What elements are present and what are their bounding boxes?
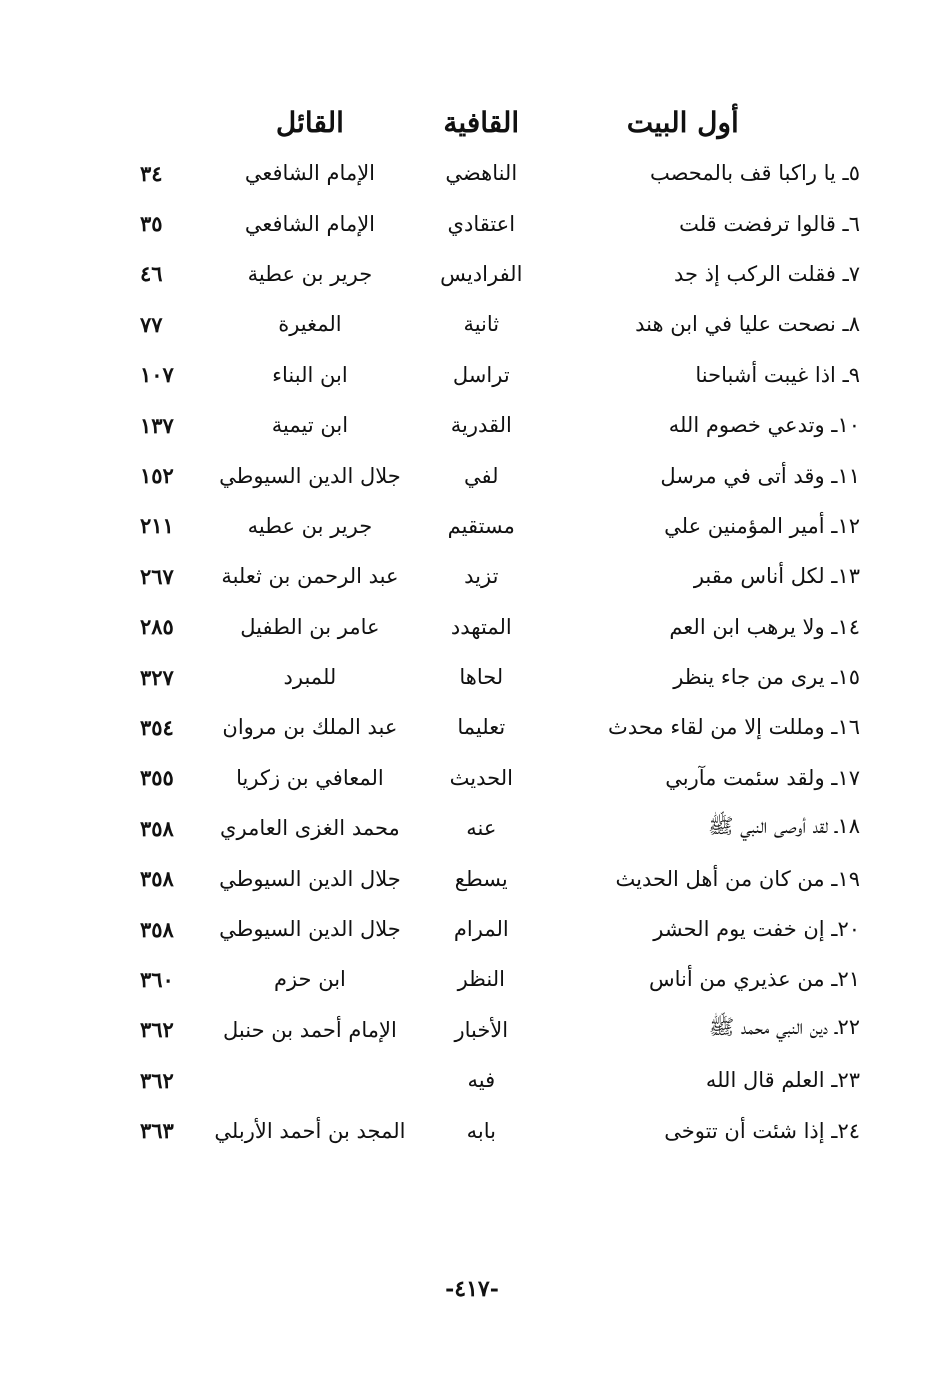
- page-cell: ٣٥٨: [140, 815, 174, 841]
- table-row: [140, 400, 860, 450]
- rhyme-cell: القدرية: [450, 413, 512, 438]
- rhyme-cell: تزيد: [464, 564, 499, 589]
- speaker-cell: عبد الملك بن مروان: [222, 715, 398, 740]
- page-cell: ٤٦: [140, 261, 163, 287]
- rhyme-cell: المتهدد: [450, 614, 512, 639]
- rhyme-cell: يسطع: [454, 866, 508, 891]
- verse-cell: ١٧ـ ولقد سئمت مآربي: [665, 765, 860, 790]
- table-row: [140, 299, 860, 349]
- page-cell: ١٥٢: [140, 463, 174, 489]
- speaker-cell: جلال الدين السيوطي: [219, 917, 401, 942]
- verse-cell: ٢١ـ من عذيري من أناس: [648, 967, 860, 992]
- table-row: [140, 702, 860, 752]
- verse-cell: ٢٢ـ دين النبي محمد ﷺ: [708, 1015, 860, 1040]
- page-cell: ٣٥٤: [140, 714, 174, 740]
- verse-cell: ٢٣ـ العلم قال الله: [705, 1068, 860, 1093]
- verse-cell: ١١ـ وقد أتى في مرسل: [660, 463, 860, 488]
- page-cell: ٣٦٢: [140, 1067, 174, 1093]
- table-row: [140, 551, 860, 601]
- rhyme-cell: النظر: [457, 967, 505, 992]
- rhyme-cell: المرام: [453, 917, 509, 942]
- header-speaker: القائل: [275, 105, 344, 139]
- speaker-cell: عبد الرحمن بن ثعلبة: [221, 564, 399, 589]
- speaker-cell: المغيرة: [278, 312, 342, 337]
- verse-cell: ٢٠ـ إن خفت يوم الحشر: [653, 917, 860, 942]
- verse-cell: ١٠ـ وتدعي خصوم الله: [668, 413, 860, 438]
- verse-cell: ٩ـ اذا غيبت أشباحنا: [695, 362, 860, 387]
- table-row: [140, 853, 860, 903]
- table-row: [140, 602, 860, 652]
- header-rhyme: القافية: [443, 105, 520, 139]
- table-row: [140, 198, 860, 248]
- speaker-cell: جرير بن عطيه: [247, 513, 373, 538]
- speaker-cell: للمبرد: [283, 665, 337, 690]
- speaker-cell: [203, 1055, 417, 1105]
- rhyme-cell: اعتقادي: [447, 211, 516, 236]
- verse-cell: ٨ـ نصحت عليا في ابن هند: [635, 312, 860, 337]
- speaker-cell: جلال الدين السيوطي: [219, 866, 401, 891]
- rhyme-cell: الفراديس: [440, 261, 523, 286]
- page-cell: ٢٦٧: [140, 563, 174, 589]
- table-row: [140, 1105, 860, 1155]
- header-verse: أول البيت: [626, 105, 739, 139]
- rhyme-cell: بابه: [466, 1118, 496, 1143]
- verse-index-table: [140, 96, 860, 1156]
- table-row: [140, 350, 860, 400]
- speaker-cell: المجد بن أحمد الأربلي: [214, 1118, 406, 1143]
- page-cell: ٣٦٣: [140, 1118, 174, 1144]
- speaker-cell: محمد الغزى العامري: [220, 816, 400, 841]
- page-cell: ١٠٧: [140, 362, 174, 388]
- table-row: [140, 753, 860, 803]
- page-cell: ٣٢٧: [140, 664, 174, 690]
- rhyme-cell: الأخبار: [454, 1017, 509, 1042]
- page-cell: ٣٥٨: [140, 916, 174, 942]
- table-row: [140, 803, 860, 853]
- verse-cell: ٢٤ـ إذا شئت أن تتوخى: [664, 1118, 860, 1143]
- speaker-cell: الإمام أحمد بن حنبل: [223, 1017, 397, 1042]
- rhyme-cell: مستقيم: [447, 513, 515, 538]
- rhyme-cell: تراسل: [452, 362, 510, 387]
- verse-cell: ١٩ـ من كان من أهل الحديث: [615, 866, 860, 891]
- rhyme-cell: تعليما: [457, 715, 506, 740]
- page-cell: ٣٥: [140, 211, 163, 237]
- verse-cell: ١٢ـ أمير المؤمنين علي: [664, 513, 860, 538]
- table-row: [140, 249, 860, 299]
- speaker-cell: جلال الدين السيوطي: [219, 463, 401, 488]
- table-row: [140, 148, 860, 198]
- page-cell: ٣٤: [140, 160, 163, 186]
- speaker-cell: المعافي بن زكريا: [236, 765, 384, 790]
- verse-cell: ١٨ـ لقد أوصى النبي ﷺ: [708, 813, 860, 838]
- speaker-cell: ابن تيمية: [271, 413, 349, 438]
- rhyme-cell: لفي: [464, 463, 499, 488]
- page-cell: ٣٦٠: [140, 966, 174, 992]
- table-row: [140, 450, 860, 500]
- table-row: [140, 904, 860, 954]
- rhyme-cell: ثانية: [463, 312, 500, 337]
- page-cell: ٣٦٢: [140, 1017, 174, 1043]
- verse-cell: ١٤ـ ولا يرهب ابن العم: [669, 614, 860, 639]
- table-header-row: [140, 96, 860, 148]
- page-number: -٤١٧-: [445, 1276, 499, 1302]
- table-row: [140, 652, 860, 702]
- rhyme-cell: عنه: [466, 816, 497, 841]
- table-row: [140, 1055, 860, 1105]
- rhyme-cell: لحاها: [459, 665, 504, 690]
- page-cell: ٣٥٥: [140, 765, 174, 791]
- verse-cell: ١٣ـ لكل أناس مقبر: [693, 564, 860, 589]
- page-cell: ٢١١: [140, 513, 174, 539]
- table-row: [140, 954, 860, 1004]
- page-cell: ١٣٧: [140, 412, 174, 438]
- verse-cell: ١٦ـ ومللت إلا من لقاء محدث: [608, 715, 860, 740]
- page-cell: ٣٥٨: [140, 866, 174, 892]
- speaker-cell: عامر بن الطفيل: [240, 614, 380, 639]
- page-cell: ٧٧: [140, 311, 163, 337]
- verse-cell: ٥ـ يا راكبا قف بالمحصب: [649, 161, 860, 186]
- rhyme-cell: الناهضي: [445, 161, 518, 186]
- page-cell: ٢٨٥: [140, 614, 174, 640]
- verse-cell: ٧ـ فقلت الركب إذ جد: [674, 261, 860, 286]
- speaker-cell: ابن البناء: [272, 362, 348, 387]
- table-row: [140, 501, 860, 551]
- header-page: [140, 96, 203, 148]
- speaker-cell: الإمام الشافعي: [244, 211, 376, 236]
- verse-cell: ٦ـ قالوا ترفضت قلت: [679, 211, 860, 236]
- rhyme-cell: فيه: [467, 1068, 496, 1093]
- verse-cell: ١٥ـ يرى من جاء ينظر: [673, 665, 860, 690]
- speaker-cell: جرير بن عطية: [247, 261, 373, 286]
- rhyme-cell: الحديث: [449, 765, 513, 790]
- speaker-cell: ابن حزم: [273, 967, 346, 992]
- table-row: [140, 1005, 860, 1055]
- speaker-cell: الإمام الشافعي: [244, 161, 376, 186]
